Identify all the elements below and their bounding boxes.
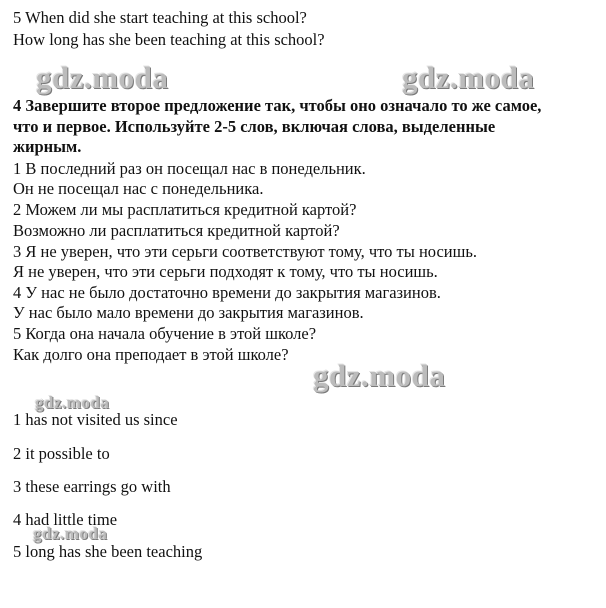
task-4-sentence: 5 Когда она начала обучение в этой школе? [13, 324, 317, 343]
answer-line: 5 long has she been teaching [13, 542, 203, 561]
task-4-sentence: У нас было мало времени до закрытия магазинов. [13, 303, 364, 322]
task-4-sentence: 4 У нас не было достаточно времени до закрытия магазинов. [13, 283, 441, 302]
watermark-logo: gdz.moda [313, 358, 446, 393]
task-4-sentence: Как долго она преподает в этой школе? [13, 345, 289, 364]
task-4-instruction-line: жирным. [13, 137, 82, 156]
answer-line: 4 had little time [13, 510, 118, 529]
task-4-sentence: 1 В последний раз он посещал нас в понедельник. [13, 159, 366, 178]
watermark-logo: gdz.moda [36, 60, 169, 95]
task-4-sentence: Возможно ли расплатиться кредитной картой? [13, 221, 340, 240]
watermark-logo: gdz.moda [33, 524, 108, 543]
task-4-sentence: 2 Можем ли мы расплатиться кредитной картой? [13, 200, 357, 219]
task-4-instruction-line: 4 Завершите второе предложение так, чтобы оно означало то же самое, [13, 96, 542, 115]
question-5-followup-line: How long has she been teaching at this school? [13, 30, 325, 49]
answer-line: 1 has not visited us since [13, 410, 178, 429]
watermark-logo: gdz.moda [402, 60, 535, 95]
task-4-sentence: Он не посещал нас с понедельника. [13, 179, 264, 198]
watermark-logo: gdz.moda [35, 393, 110, 412]
question-5-line: 5 When did she start teaching at this school? [13, 8, 307, 27]
task-4-sentence: Я не уверен, что эти серьги подходят к тому, что ты носишь. [13, 262, 438, 281]
task-4-instruction-line: что и первое. Используйте 2-5 слов, включая слова, выделенные [13, 117, 496, 136]
answer-line: 2 it possible to [13, 444, 110, 463]
task-4-sentence: 3 Я не уверен, что эти серьги соответствуют тому, что ты носишь. [13, 242, 477, 261]
answer-line: 3 these earrings go with [13, 477, 171, 496]
